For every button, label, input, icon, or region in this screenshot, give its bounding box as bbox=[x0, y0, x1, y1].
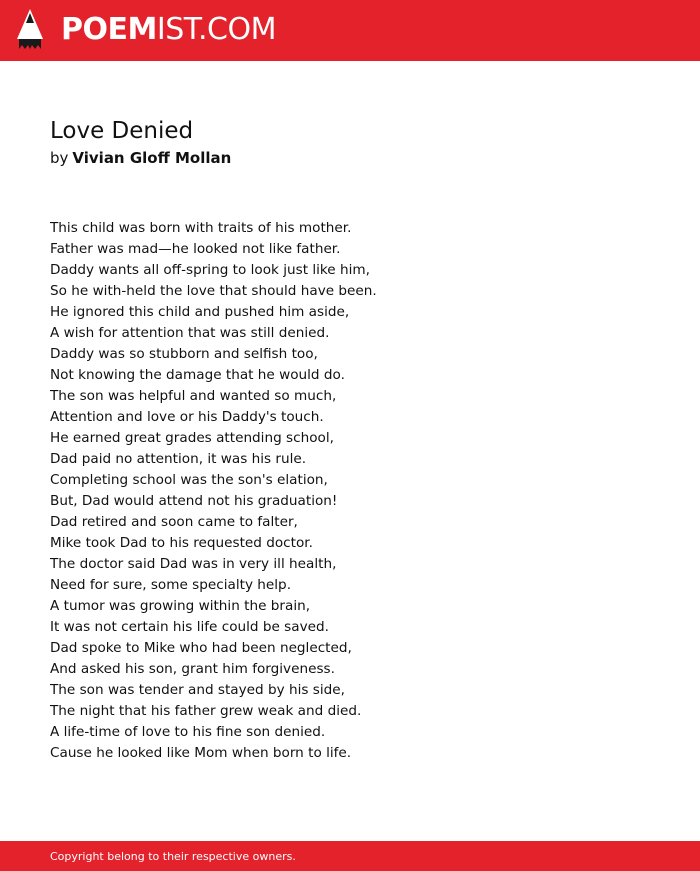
poem-line: Daddy wants all off-spring to look just like him, bbox=[50, 262, 370, 278]
poem-line: A wish for attention that was still denied. bbox=[50, 325, 330, 341]
poem-heading bbox=[50, 116, 231, 168]
poem-line: Dad spoke to Mike who had been neglected, bbox=[50, 640, 352, 656]
poem-line: The night that his father grew weak and died. bbox=[50, 703, 362, 719]
poem-line: A tumor was growing within the brain, bbox=[50, 598, 311, 614]
site-header bbox=[0, 0, 700, 61]
byline bbox=[50, 148, 231, 168]
poem-line: Not knowing the damage that he would do. bbox=[50, 367, 345, 383]
by-label: by bbox=[50, 149, 69, 167]
poem-line: Mike took Dad to his requested doctor. bbox=[50, 535, 313, 551]
pencil-icon bbox=[17, 9, 43, 51]
poem-line: He earned great grades attending school, bbox=[50, 430, 334, 446]
poem-line: He ignored this child and pushed him aside, bbox=[50, 304, 350, 320]
poem-line: Father was mad—he looked not like father. bbox=[50, 241, 341, 257]
poem-line: So he with-held the love that should have been. bbox=[50, 283, 377, 299]
poem-line: Completing school was the son's elation, bbox=[50, 472, 328, 488]
site-footer bbox=[0, 841, 700, 871]
poem-line: The son was helpful and wanted so much, bbox=[50, 388, 337, 404]
poem-line: The doctor said Dad was in very ill health, bbox=[50, 556, 337, 572]
copyright-notice: Copyright belong to their respective owners. bbox=[50, 850, 296, 863]
logo-bold-text: POEM bbox=[61, 12, 157, 47]
poem-line: And asked his son, grant him forgiveness. bbox=[50, 661, 335, 677]
author-name: Vivian Gloff Mollan bbox=[72, 149, 232, 167]
poem-line: Cause he looked like Mom when born to life. bbox=[50, 745, 352, 761]
poem-line: Daddy was so stubborn and selfish too, bbox=[50, 346, 318, 362]
poem-line: Need for sure, some specialty help. bbox=[50, 577, 292, 593]
poem-title: Love Denied bbox=[50, 118, 194, 144]
poem-line: A life-time of love to his fine son denied. bbox=[50, 724, 326, 740]
poem-line: Dad paid no attention, it was his rule. bbox=[50, 451, 307, 467]
poem-line: It was not certain his life could be saved. bbox=[50, 619, 329, 635]
poem-line: This child was born with traits of his mother. bbox=[50, 220, 352, 236]
site-logo[interactable] bbox=[61, 10, 276, 50]
logo-light-text: IST.COM bbox=[156, 12, 276, 47]
poem-line: But, Dad would attend not his graduation! bbox=[50, 493, 338, 509]
poem-line: The son was tender and stayed by his side, bbox=[50, 682, 345, 698]
poem-body bbox=[50, 218, 650, 764]
poem-line: Dad retired and soon came to falter, bbox=[50, 514, 298, 530]
poem-line: Attention and love or his Daddy's touch. bbox=[50, 409, 324, 425]
